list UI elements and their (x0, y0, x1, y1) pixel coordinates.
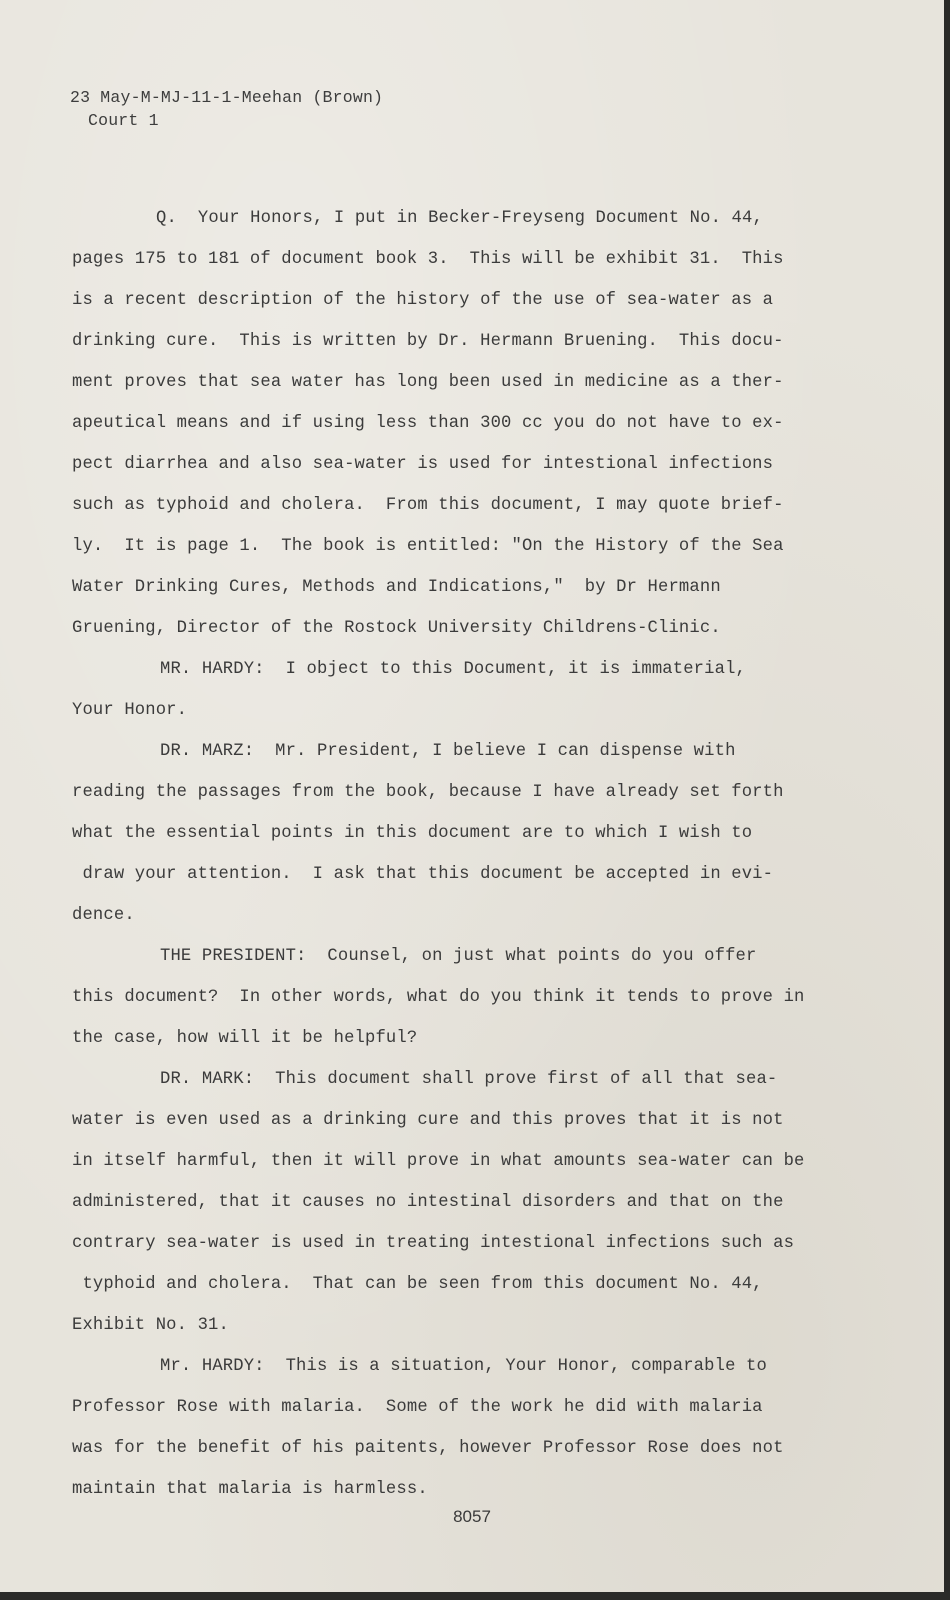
document-header (70, 86, 383, 132)
header-reference: 23 May-M-MJ-11-1-Meehan (Brown) (70, 88, 384, 107)
transcript-line: Professor Rose with malaria. Some of the work he did with malaria (72, 1398, 763, 1417)
transcript-line: typhoid and cholera. That can be seen from this document No. 44, (72, 1275, 763, 1294)
transcript-line: Q. Your Honors, I put in Becker-Freyseng Document No. 44, (156, 209, 763, 228)
transcript-line: in itself harmful, then it will prove in what amounts sea-water can be (72, 1152, 805, 1171)
transcript-line: reading the passages from the book, because I have already set forth (72, 783, 784, 802)
transcript-line: is a recent description of the history of the use of sea-water as a (72, 291, 774, 310)
header-court: Court 1 (88, 111, 159, 130)
page-number: 8057 (453, 1507, 491, 1526)
transcript-line: pages 175 to 181 of document book 3. This will be exhibit 31. This (72, 250, 784, 269)
transcript-line: Mr. HARDY: This is a situation, Your Honor, comparable to (160, 1357, 767, 1376)
transcript-line: DR. MARK: This document shall prove first of all that sea- (160, 1070, 778, 1089)
transcript-line: pect diarrhea and also sea-water is used for intestional infections (72, 455, 774, 474)
transcript-line: the case, how will it be helpful? (72, 1029, 418, 1048)
transcript-line: maintain that malaria is harmless. (72, 1480, 428, 1499)
transcript-line: what the essential points in this document are to which I wish to (72, 824, 753, 843)
transcript-line: ly. It is page 1. The book is entitled: "On the History of the Sea (72, 537, 784, 556)
transcript-line: draw your attention. I ask that this document be accepted in evi- (72, 865, 774, 884)
transcript-line: Gruening, Director of the Rostock University Childrens-Clinic. (72, 619, 721, 638)
transcript-line: Exhibit No. 31. (72, 1316, 229, 1335)
transcript-line: THE PRESIDENT: Counsel, on just what points do you offer (160, 947, 757, 966)
transcript-line: was for the benefit of his paitents, however Professor Rose does not (72, 1439, 784, 1458)
transcript-body (72, 198, 805, 1510)
transcript-line: administered, that it causes no intestinal disorders and that on the (72, 1193, 784, 1212)
transcript-line: Water Drinking Cures, Methods and Indications," by Dr Hermann (72, 578, 721, 597)
transcript-line: dence. (72, 906, 135, 925)
transcript-line: MR. HARDY: I object to this Document, it is immaterial, (160, 660, 746, 679)
transcript-line: this document? In other words, what do you think it tends to prove in (72, 988, 805, 1007)
transcript-line: drinking cure. This is written by Dr. Hermann Bruening. This docu- (72, 332, 784, 351)
transcript-line: Your Honor. (72, 701, 188, 720)
transcript-line: ment proves that sea water has long been used in medicine as a ther- (72, 373, 784, 392)
transcript-line: DR. MARZ: Mr. President, I believe I can dispense with (160, 742, 736, 761)
transcript-line: such as typhoid and cholera. From this document, I may quote brief- (72, 496, 784, 515)
transcript-line: contrary sea-water is used in treating intestional infections such as (72, 1234, 795, 1253)
transcript-line: apeutical means and if using less than 300 cc you do not have to ex- (72, 414, 784, 433)
transcript-line: water is even used as a drinking cure and this proves that it is not (72, 1111, 784, 1130)
